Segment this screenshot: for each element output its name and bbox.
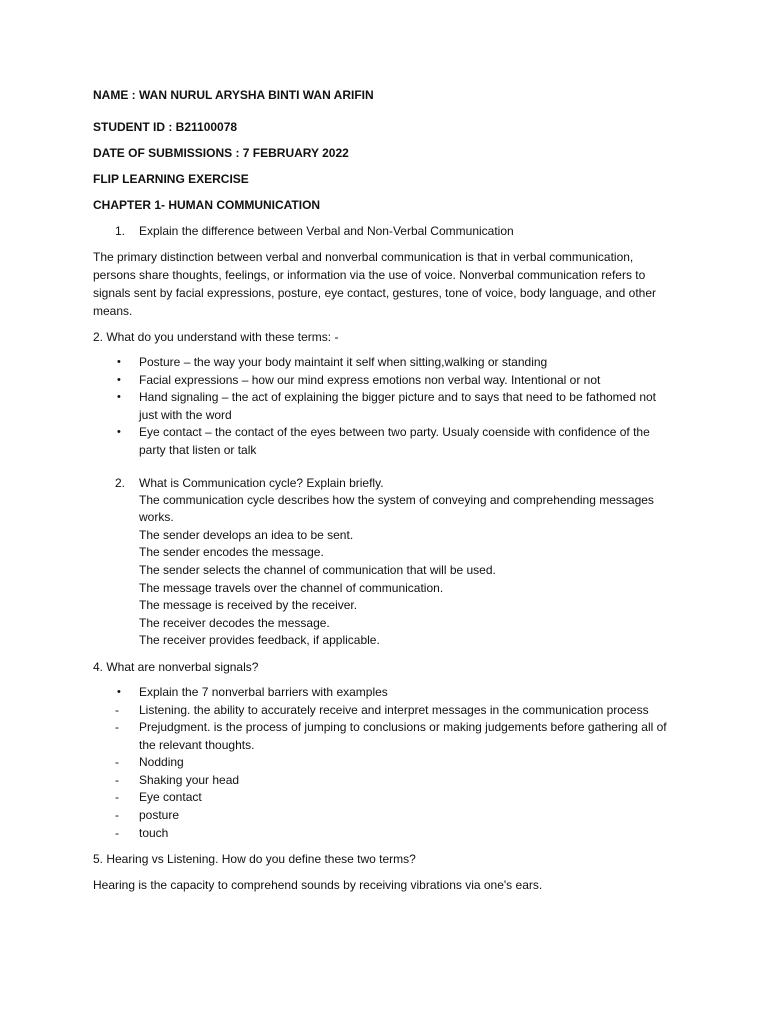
barriers-bullet bbox=[93, 684, 673, 702]
list-item: - Shaking your head bbox=[93, 772, 673, 790]
dash-icon: - bbox=[115, 720, 119, 735]
list-item: - touch bbox=[93, 825, 673, 843]
cycle-line: The communication cycle describes how the system of conveying and comprehending messages works. bbox=[139, 492, 654, 525]
document-page bbox=[93, 86, 673, 894]
cycle-line: The receiver decodes the message. bbox=[139, 615, 330, 630]
bullet-icon: • bbox=[117, 685, 121, 698]
question-3 bbox=[93, 474, 673, 492]
answer-1: The primary distinction between verbal and nonverbal communication is that in verbal communication, persons share thoughts, feelings, or information via the use of voice. Nonverbal communication refers to signals sent by facial expressions, posture, eye contact, gestures, tone of voice, body language, and other means. bbox=[93, 250, 657, 318]
dash-icon: - bbox=[115, 790, 119, 805]
list-item: • Facial expressions – how our mind express emotions non verbal way. Intentional or not bbox=[93, 372, 673, 390]
bullet-icon: • bbox=[117, 356, 121, 368]
student-name: NAME : WAN NURUL ARYSHA BINTI WAN ARIFIN bbox=[93, 88, 374, 102]
list-item: - Nodding bbox=[93, 754, 673, 772]
terms-list bbox=[93, 354, 673, 460]
cycle-line: The sender develops an idea to be sent. bbox=[139, 527, 354, 542]
list-item: • Posture – the way your body maintaint it self when sitting,walking or standing bbox=[93, 354, 673, 372]
student-id: STUDENT ID : B21100078 bbox=[93, 120, 238, 134]
question-5: 5. Hearing vs Listening. How do you define these two terms? bbox=[93, 852, 416, 867]
communication-cycle-answer bbox=[93, 492, 673, 650]
question-1-number: 1. bbox=[115, 224, 126, 238]
exercise-title: FLIP LEARNING EXERCISE bbox=[93, 172, 249, 186]
bullet-icon: • bbox=[117, 373, 121, 386]
question-4: 4. What are nonverbal signals? bbox=[93, 659, 259, 674]
bullet-icon: • bbox=[117, 391, 121, 404]
cycle-line: The message travels over the channel of communication. bbox=[139, 580, 444, 595]
list-item: - posture bbox=[93, 807, 673, 825]
question-1-text: Explain the difference between Verbal and Non-Verbal Communication bbox=[139, 224, 514, 238]
cycle-line: The receiver provides feedback, if applicable. bbox=[139, 633, 380, 648]
list-item: • Explain the 7 nonverbal barriers with examples bbox=[93, 684, 673, 702]
answer-5: Hearing is the capacity to comprehend sounds by receiving vibrations via one's ears. bbox=[93, 878, 543, 893]
question-1 bbox=[93, 222, 673, 240]
dash-icon: - bbox=[115, 808, 119, 823]
question-3-number: 2. bbox=[115, 475, 126, 490]
cycle-line: The sender encodes the message. bbox=[139, 545, 324, 560]
list-item: • Hand signaling – the act of explaining the bigger picture and to says that need to be fathomed not just with the word bbox=[117, 390, 657, 422]
question-2: 2. What do you understand with these terms: - bbox=[93, 330, 339, 344]
dash-icon: - bbox=[115, 825, 119, 840]
dash-icon: - bbox=[115, 755, 119, 770]
submission-date: DATE OF SUBMISSIONS : 7 FEBRUARY 2022 bbox=[93, 146, 349, 160]
list-item: - Eye contact bbox=[93, 789, 673, 807]
dash-icon: - bbox=[115, 772, 119, 787]
dash-icon: - bbox=[115, 702, 119, 717]
bullet-icon: • bbox=[117, 426, 121, 439]
list-item: - Listening. the ability to accurately receive and interpret messages in the communication process bbox=[93, 702, 673, 720]
barriers-list bbox=[93, 702, 673, 843]
cycle-line: The sender selects the channel of communication that will be used. bbox=[139, 562, 496, 577]
question-3-text: What is Communication cycle? Explain briefly. bbox=[139, 475, 384, 490]
list-item: • Eye contact – the contact of the eyes between two party. Usualy coenside with confidence of the party that listen or talk bbox=[117, 425, 650, 457]
chapter-title: CHAPTER 1- HUMAN COMMUNICATION bbox=[93, 198, 321, 212]
list-item: - Prejudgment. is the process of jumping to conclusions or making judgements before gathering all of the relevant thoughts. bbox=[115, 720, 667, 752]
cycle-line: The message is received by the receiver. bbox=[139, 598, 358, 613]
